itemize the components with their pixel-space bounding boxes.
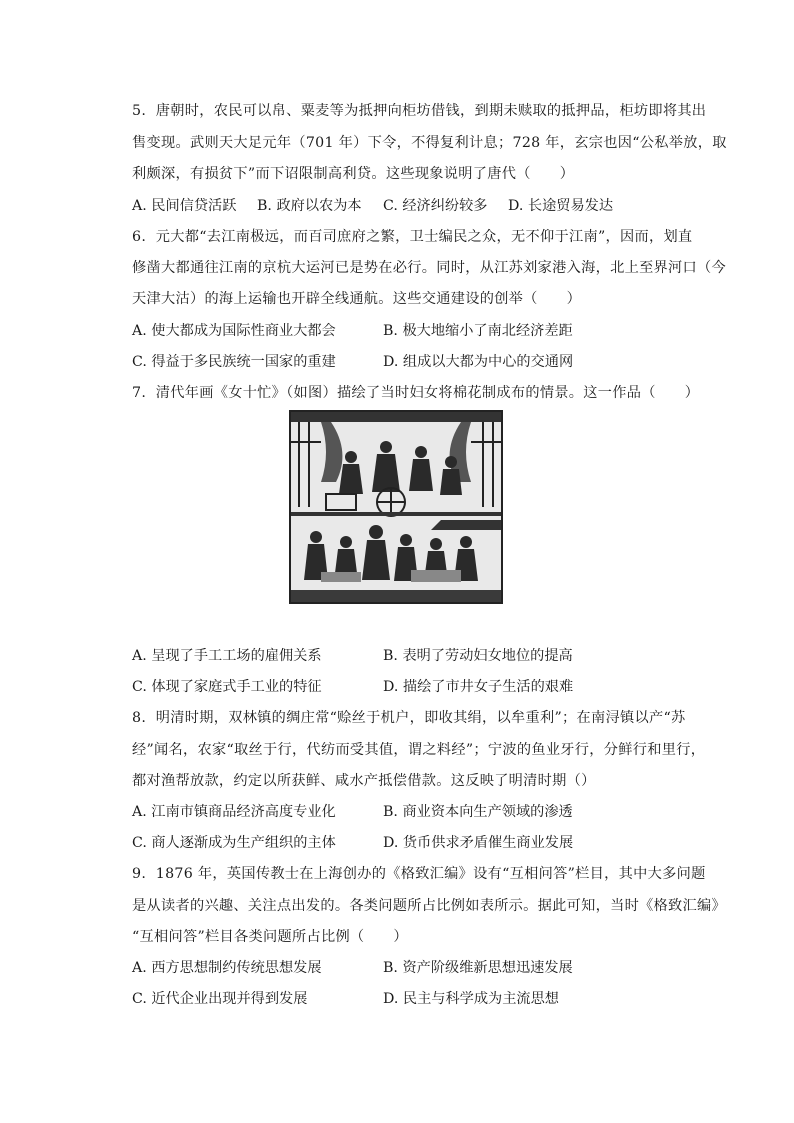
q8-stem-line-1: 8. 明清时期，双林镇的绸庄常“赊丝于机户，即收其绢，以牟重利”；在南浔镇以产“苏 (132, 710, 686, 726)
q9-stem-line-1: 9. 1876 年，英国传教士在上海创办的《格致汇编》设有“互相问答”栏目，其中大多问题 (132, 866, 706, 882)
q6-stem-line-1: 6. 元大都“去江南极远，而百司庶府之繁，卫士编民之众，无不仰于江南”，因而，划直 (132, 229, 693, 245)
woodblock-print-image (289, 410, 503, 604)
q7-number: 7. (132, 385, 147, 401)
q7-stem-line-1: 7. 清代年画《女十忙》（如图）描绘了当时妇女将棉花制成布的情景。这一作品（ ） (132, 385, 700, 401)
q5-stem-line-2: 售变现。武则天大足元年（701 年）下令，不得复利计息；728 年，玄宗也因“公私举放，取 (132, 135, 727, 151)
q7-option-d[interactable]: D. 描绘了市井女子生活的艰难 (383, 679, 574, 695)
q9-number: 9. (132, 866, 147, 882)
q7-option-c[interactable]: C. 体现了家庭式手工业的特征 (132, 679, 322, 695)
q6-option-a[interactable]: A. 使大都成为国际性商业大都会 (132, 323, 336, 339)
q9-option-b[interactable]: B. 资产阶级维新思想迅速发展 (383, 960, 573, 976)
q6-option-b[interactable]: B. 极大地缩小了南北经济差距 (383, 323, 573, 339)
q5-option-c[interactable]: C. 经济纠纷较多 (383, 198, 488, 214)
nv-shi-mang-illustration (291, 412, 501, 602)
q5-option-d[interactable]: D. 长途贸易发达 (508, 198, 614, 214)
q6-number: 6. (132, 229, 147, 245)
q9-stem-line-3: “互相问答”栏目各类问题所占比例（ ） (132, 929, 408, 945)
q5-option-a[interactable]: A. 民间信贷活跃 (132, 198, 237, 214)
q8-option-d[interactable]: D. 货币供求矛盾催生商业发展 (383, 835, 574, 851)
q9-option-c[interactable]: C. 近代企业出现并得到发展 (132, 991, 308, 1007)
q7-option-a[interactable]: A. 呈现了手工工场的雇佣关系 (132, 648, 322, 664)
q6-stem-line-2: 修凿大都通往江南的京杭大运河已是势在必行。同时，从江苏刘家港入海，北上至界河口（今 (132, 260, 726, 276)
q9-option-a[interactable]: A. 西方思想制约传统思想发展 (132, 960, 322, 976)
q9-stem-line-2: 是从读者的兴趣、关注点出发的。各类问题所占比例如表所示。据此可知，当时《格致汇编》 (132, 898, 726, 914)
q6-option-d[interactable]: D. 组成以大都为中心的交通网 (383, 354, 574, 370)
q7-option-b[interactable]: B. 表明了劳动妇女地位的提高 (383, 648, 573, 664)
q6-option-c[interactable]: C. 得益于多民族统一国家的重建 (132, 354, 336, 370)
q8-number: 8. (132, 710, 147, 726)
q8-option-a[interactable]: A. 江南市镇商品经济高度专业化 (132, 804, 336, 820)
q5-stem-line-3: 利颇深，有损贫下”而下诏限制高利贷。这些现象说明了唐代（ ） (132, 166, 575, 182)
q5-stem-line-1: 5. 唐朝时，农民可以帛、粟麦等为抵押向柜坊借钱，到期未赎取的抵押品，柜坊即将其出 (132, 103, 707, 119)
q6-stem-line-3: 天津大沽）的海上运输也开辟全线通航。这些交通建设的创举（ ） (132, 291, 582, 307)
q5-option-b[interactable]: B. 政府以农为本 (257, 198, 362, 214)
q5-number: 5. (132, 103, 147, 119)
q9-option-d[interactable]: D. 民主与科学成为主流思想 (383, 991, 559, 1007)
q8-option-c[interactable]: C. 商人逐渐成为生产组织的主体 (132, 835, 336, 851)
q8-stem-line-2: 经”闻名，农家“取丝于行，代纺而受其值，谓之料经”；宁波的鱼业牙行，分鲜行和里行， (132, 742, 706, 758)
q8-option-b[interactable]: B. 商业资本向生产领域的渗透 (383, 804, 573, 820)
q8-stem-line-3: 都对渔帮放款，约定以所获鲜、咸水产抵偿借款。这反映了明清时期（） (132, 773, 596, 789)
